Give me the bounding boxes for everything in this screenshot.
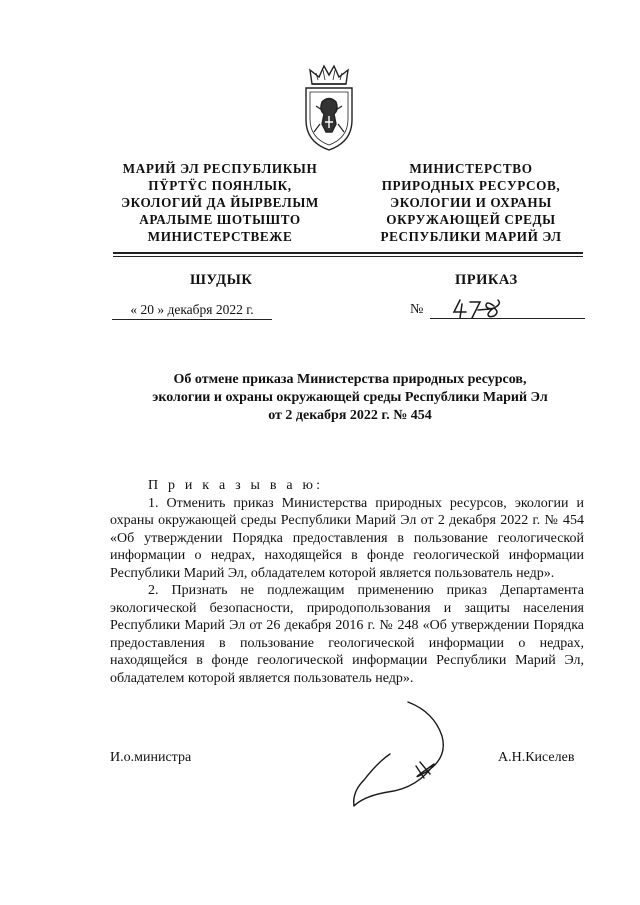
order-intro: П р и к а з ы в а ю: (148, 478, 324, 493)
title-line: Об отмене приказа Министерства природных ресурсов, (173, 372, 527, 387)
header-right-line: ПРИРОДНЫХ РЕСУРСОВ, (381, 178, 561, 193)
header-left-line: ПŸРТŸС ПОЯНЛЫК, (148, 178, 292, 193)
header-right-line: ЭКОЛОГИИ И ОХРАНЫ (390, 195, 552, 210)
header-divider-thin (113, 256, 583, 257)
number-label: № (410, 302, 424, 317)
header-left-block (105, 160, 335, 245)
signatory-name: А.Н.Киселев (498, 750, 575, 765)
header-left-line: МАРИЙ ЭЛ РЕСПУБЛИКЫН (122, 161, 318, 176)
order-paragraph-1: 1. Отменить приказ Министерства природных ресурсов, экологии и охраны окружающей среды Республики Марий Эл от 2 декабря 2022 г. № 454 «Об утверждении Порядка предоставления в пользование геологической информации о недрах, находящейся в фонде геологической информации Республики Марий Эл, обладателем которой является пользователь недр». (110, 495, 584, 581)
handwritten-number (450, 296, 510, 322)
header-right-line: МИНИСТЕРСТВО (409, 161, 533, 176)
coat-of-arms-emblem (292, 62, 366, 154)
signatory-title: И.о.министра (110, 750, 192, 765)
handwritten-signature (330, 700, 490, 810)
doc-type-mari: ШУДЫК (190, 272, 253, 288)
document-body (110, 477, 584, 687)
header-divider-thick (113, 252, 583, 254)
title-line: экологии и охраны окружающей среды Республики Марий Эл (152, 390, 548, 405)
order-paragraph-2: 2. Признать не подлежащим применению приказ Департамента экологической безопасности, природопользования и защиты населения Республики Марий Эл от 26 декабря 2016 г. № 248 «Об утверждении Порядка предоставления в пользование геологической информации о недрах, находящейся в фонде геологической информации Республики Марий Эл, обладателем которой является пользователь недр». (110, 583, 584, 686)
header-left-line: МИНИСТЕРСТВЕЖЕ (147, 229, 293, 244)
header-left-line: ЭКОЛОГИЙ ДА ЙЫРВЕЛЫМ (121, 195, 319, 210)
header-left-line: АРАЛЫМЕ ШОТЫШТО (139, 212, 301, 227)
title-line: от 2 декабря 2022 г. № 454 (268, 408, 432, 423)
header-right-line: РЕСПУБЛИКИ МАРИЙ ЭЛ (380, 229, 562, 244)
header-right-block (356, 160, 586, 245)
document-title (110, 371, 590, 425)
header-right-line: ОКРУЖАЮЩЕЙ СРЕДЫ (386, 212, 556, 227)
doc-type-russian: ПРИКАЗ (455, 272, 518, 288)
document-date: « 20 » декабря 2022 г. (112, 302, 272, 320)
